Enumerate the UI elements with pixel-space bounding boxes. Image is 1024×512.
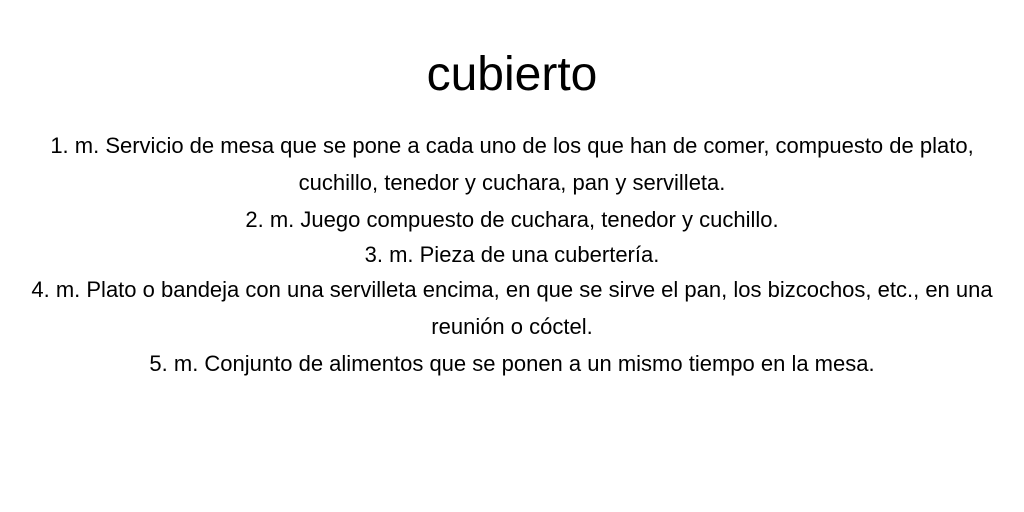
definition-1: 1. m. Servicio de mesa que se pone a cada uno de los que han de comer, compuesto de plato, cuchillo, tenedor y cuchara, pan y servilleta. — [50, 133, 974, 195]
definitions-list — [20, 127, 1004, 382]
headword: cubierto — [426, 48, 598, 101]
definition-4: 4. m. Plato o bandeja con una servilleta encima, en que se sirve el pan, los bizcochos, etc., en una reunión o cóctel. — [31, 277, 993, 339]
definition-3: 3. m. Pieza de una cubertería. — [364, 242, 660, 267]
definition-2: 2. m. Juego compuesto de cuchara, tenedor y cuchillo. — [245, 207, 779, 232]
definition-5: 5. m. Conjunto de alimentos que se ponen a un mismo tiempo en la mesa. — [149, 351, 875, 376]
